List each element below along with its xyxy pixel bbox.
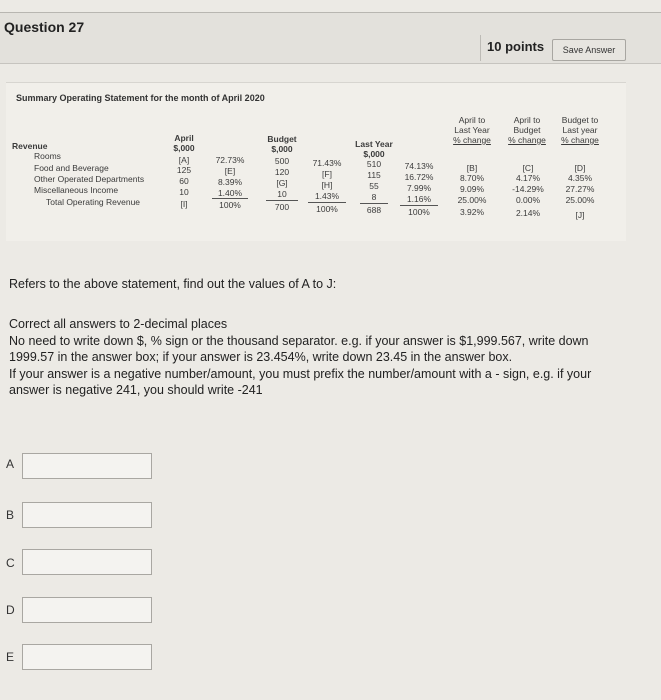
rule-ly-pct	[400, 205, 438, 206]
row-fb-label: Food and Beverage	[34, 163, 109, 173]
col-lastyear-unit: $,000	[363, 149, 385, 159]
row-rooms-ly: 510	[366, 159, 382, 169]
answer-label-a: A	[6, 457, 15, 471]
answer-label-e: E	[6, 650, 15, 664]
question-title: Question 27	[4, 19, 85, 35]
section-revenue-label: Revenue	[12, 141, 48, 151]
rule-ly	[360, 203, 388, 204]
save-answer-button[interactable]: Save Answer	[552, 39, 626, 61]
col-bud-ly-1: Budget to	[561, 115, 599, 125]
answer-label-b: B	[6, 508, 15, 522]
row-fb-apr-bud: 4.17%	[515, 173, 541, 183]
col-budget-unit: $,000	[271, 144, 293, 154]
row-total-label: Total Operating Revenue	[46, 197, 141, 207]
answer-input-e[interactable]	[22, 644, 152, 670]
row-misc-bud-ly: 25.00%	[565, 195, 595, 205]
row-fb-apr-ly: 8.70%	[459, 173, 485, 183]
row-ood-apr-bud: -14.29%	[512, 184, 544, 194]
col-apr-ly-3: % change	[453, 135, 491, 145]
col-bud-ly-3: % change	[561, 135, 599, 145]
row-rooms-bud-ly: [D]	[574, 163, 586, 173]
row-total-budget-pct: 100%	[316, 204, 338, 214]
row-rooms-budget: 500	[274, 156, 290, 166]
statement-title: Summary Operating Statement for the month of April 2020	[16, 93, 265, 103]
points-box	[480, 35, 551, 61]
row-misc-april: 10	[179, 187, 189, 197]
instruction-decimal: Correct all answers to 2-decimal places	[9, 317, 228, 331]
row-ood-label: Other Operated Departments	[34, 174, 145, 184]
col-apr-bud-3: % change	[508, 135, 546, 145]
row-fb-bud-ly: 4.35%	[567, 173, 593, 183]
row-misc-budget: 10	[277, 189, 287, 199]
row-total-ly: 688	[366, 205, 382, 215]
question-header	[0, 12, 661, 64]
row-rooms-apr-ly: [B]	[466, 163, 478, 173]
col-apr-bud-2: Budget	[513, 125, 541, 135]
answer-label-d: D	[6, 603, 15, 617]
row-fb-budget-pct: [F]	[322, 169, 332, 179]
row-misc-budget-pct: 1.43%	[314, 191, 340, 201]
row-ood-april-pct: 8.39%	[217, 177, 243, 187]
answer-input-c[interactable]	[22, 549, 152, 575]
rule-budget-pct	[308, 202, 346, 203]
rule-april-pct	[212, 198, 248, 199]
answer-input-d[interactable]	[22, 597, 152, 623]
row-rooms-april: [A]	[178, 155, 190, 165]
row-fb-april: 125	[176, 165, 192, 175]
points-label: 10 points	[487, 39, 545, 54]
row-rooms-ly-pct: 74.13%	[404, 161, 434, 171]
row-total-ly-pct: 100%	[408, 207, 430, 217]
row-misc-ly-pct: 1.16%	[406, 194, 432, 204]
row-total-april: [I]	[180, 199, 188, 209]
row-misc-label: Miscellaneous Income	[34, 185, 119, 195]
row-total-apr-bud: 2.14%	[515, 208, 541, 218]
instructions	[9, 316, 609, 399]
row-total-apr-ly: 3.92%	[459, 207, 485, 217]
col-apr-ly-1: April to	[458, 115, 486, 125]
instruction-negative: If your answer is a negative number/amount, you must prefix the number/amount with a - sign, e.g. if your answer is negative 241, you should write -241	[9, 366, 592, 397]
row-misc-apr-bud: 0.00%	[515, 195, 541, 205]
row-misc-april-pct: 1.40%	[217, 188, 243, 198]
row-rooms-budget-pct: 71.43%	[312, 158, 342, 168]
instruction-format: No need to write down $, % sign or the thousand separator. e.g. if your answer is $1,999.567, write down 1999.57 in the answer box; if your answer is 23.454%, write down 23.45 in the answer box.	[9, 333, 589, 364]
row-ood-budget-pct: [H]	[321, 180, 333, 190]
row-rooms-april-pct: 72.73%	[215, 155, 245, 165]
row-total-april-pct: 100%	[219, 200, 241, 210]
row-ood-bud-ly: 27.27%	[565, 184, 595, 194]
row-ood-april: 60	[179, 176, 189, 186]
col-apr-ly-2: Last Year	[454, 125, 490, 135]
row-total-bud-ly: [J]	[575, 210, 585, 220]
row-ood-budget: [G]	[276, 178, 288, 188]
col-budget-title: Budget	[267, 134, 297, 144]
col-april-unit: $,000	[173, 143, 195, 153]
row-misc-apr-ly: 25.00%	[457, 195, 487, 205]
row-rooms-label: Rooms	[34, 151, 61, 161]
answer-label-c: C	[6, 556, 15, 570]
rule-budget	[266, 200, 298, 201]
col-lastyear-title: Last Year	[355, 139, 393, 149]
col-bud-ly-2: Last year	[562, 125, 598, 135]
row-fb-ly: 115	[367, 170, 381, 180]
row-ood-apr-ly: 9.09%	[459, 184, 485, 194]
row-fb-april-pct: [E]	[224, 166, 236, 176]
question-prompt: Refers to the above statement, find out the values of A to J:	[9, 277, 337, 291]
col-apr-bud-1: April to	[513, 115, 541, 125]
answer-input-a[interactable]	[22, 453, 152, 479]
row-rooms-apr-bud: [C]	[522, 163, 534, 173]
statement-table	[6, 82, 626, 241]
row-fb-budget: 120	[274, 167, 290, 177]
answer-input-b[interactable]	[22, 502, 152, 528]
row-ood-ly: 55	[369, 181, 379, 191]
col-april-title: April	[174, 133, 194, 143]
row-fb-ly-pct: 16.72%	[404, 172, 434, 182]
row-total-budget: 700	[274, 202, 290, 212]
row-ood-ly-pct: 7.99%	[406, 183, 432, 193]
row-misc-ly: 8	[371, 192, 377, 202]
